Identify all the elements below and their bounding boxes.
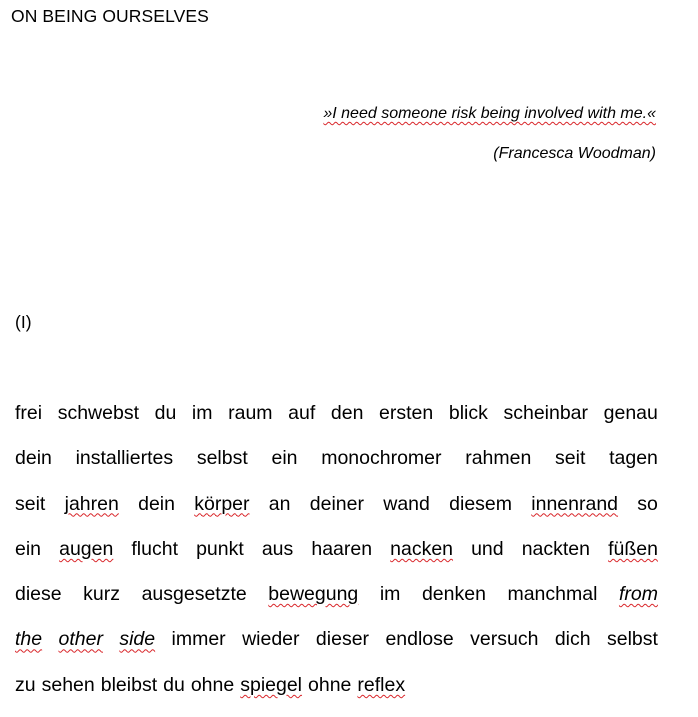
poem-word: innenrand xyxy=(531,492,619,515)
poem-word: manchmal xyxy=(507,583,598,606)
epigraph xyxy=(323,94,656,174)
poem-word: punkt xyxy=(196,537,244,560)
poem-word: schwebst xyxy=(57,402,139,424)
poem-word: spiegel xyxy=(240,673,303,696)
document-title: ON BEING OURSELVES xyxy=(11,6,209,26)
poem-line xyxy=(15,617,658,662)
poem-word: dieser xyxy=(315,628,370,651)
section-number: (I) xyxy=(15,312,32,332)
poem-word: rahmen xyxy=(465,447,532,470)
poem-word: seit xyxy=(555,447,586,470)
poem-word: wieder xyxy=(242,628,300,651)
poem-line xyxy=(15,572,658,617)
poem-body xyxy=(15,391,658,708)
poem-word: immer xyxy=(171,628,226,651)
poem-line xyxy=(15,482,658,527)
poem-word: kurz xyxy=(83,583,121,606)
poem-word: jahren xyxy=(64,492,119,515)
poem-word: monochromer xyxy=(321,447,442,470)
poem-word: sehen xyxy=(41,673,95,696)
poem-word: ohne xyxy=(308,673,352,696)
poem-word: auf xyxy=(288,402,316,424)
poem-word: und xyxy=(471,537,504,560)
poem-word: wand xyxy=(383,492,430,515)
poem-word: du xyxy=(154,402,177,424)
poem-word: nackten xyxy=(521,537,590,560)
poem-word: den xyxy=(330,402,364,424)
poem-word: so xyxy=(637,492,658,515)
poem-word: nacken xyxy=(390,537,454,560)
poem-word: other xyxy=(58,628,103,651)
poem-word: augen xyxy=(59,537,114,560)
poem-word: denken xyxy=(421,583,486,606)
poem-word: ausgesetzte xyxy=(141,583,247,606)
epigraph-author xyxy=(323,134,656,174)
poem-word: zu xyxy=(15,673,36,696)
epigraph-quote xyxy=(323,94,656,134)
poem-word: bleibst xyxy=(100,673,158,696)
poem-word: dich xyxy=(554,628,591,651)
poem-word: tagen xyxy=(609,447,658,470)
poem-word: scheinbar xyxy=(503,402,589,424)
poem-word: raum xyxy=(228,402,273,424)
poem-word: körper xyxy=(194,492,250,515)
poem-line xyxy=(15,527,658,572)
poem-word: du xyxy=(163,673,185,696)
poem-line xyxy=(15,436,658,481)
poem-word: diese xyxy=(15,583,62,606)
epigraph-quote-text: »I need someone risk being involved with me.« xyxy=(323,105,656,122)
epigraph-author-text: (Francesca Woodman) xyxy=(493,145,656,162)
poem-word: aus xyxy=(261,537,294,560)
poem-word: flucht xyxy=(131,537,178,560)
poem-word: ohne xyxy=(190,673,235,696)
poem-line xyxy=(15,391,658,436)
poem-word: selbst xyxy=(606,628,658,651)
poem-word: an xyxy=(268,492,291,515)
poem-word: füßen xyxy=(608,537,658,560)
poem-word: endlose xyxy=(385,628,454,651)
poem-word: haaren xyxy=(311,537,373,560)
poem-word: blick xyxy=(448,402,488,424)
poem-word: bewegung xyxy=(268,583,359,606)
poem-word: ersten xyxy=(379,402,434,424)
poem-word: selbst xyxy=(196,447,248,470)
poem-word: genau xyxy=(603,402,658,424)
poem-word: the xyxy=(15,628,43,651)
poem-word: versuch xyxy=(470,628,539,651)
poem-word: diesem xyxy=(449,492,513,515)
poem-word: im xyxy=(379,583,401,606)
poem-word: frei xyxy=(15,402,43,424)
poem-word: ein xyxy=(15,537,42,560)
poem-word: side xyxy=(119,628,156,651)
poem-word: reflex xyxy=(357,673,406,696)
poem-word: dein xyxy=(15,447,52,470)
poem-word: im xyxy=(191,402,213,424)
poem-word: dein xyxy=(138,492,175,515)
poem-line xyxy=(15,663,658,708)
poem-word: installiertes xyxy=(75,447,174,470)
poem-word: deiner xyxy=(309,492,364,515)
poem-word: from xyxy=(618,583,658,606)
poem-word: ein xyxy=(271,447,298,470)
poem-word: seit xyxy=(15,492,46,515)
